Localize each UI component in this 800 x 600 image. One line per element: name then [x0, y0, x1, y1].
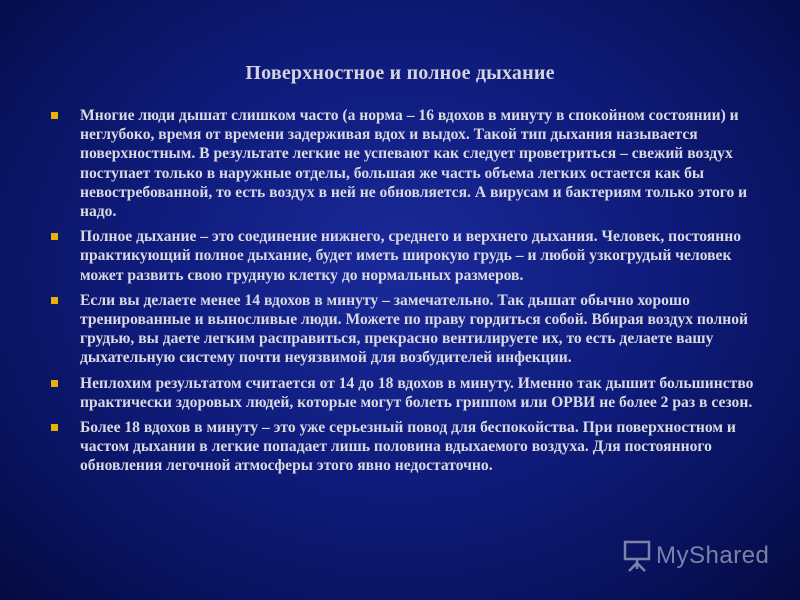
bullet-list	[48, 106, 770, 482]
watermark-logo[interactable]	[622, 536, 769, 576]
bullet-text: Если вы делаете менее 14 вдохов в минуту – замечательно. Так дышат обычно хорошо тренированные и выносливые люди. Можете по праву гордиться собой. Вбирая воздух полной грудью, вы даете легким расправиться, прекрасно вентилируете их, то есть делаете вашу дыхательную систему почти неуязвимой для возбудителей инфекции.	[80, 291, 749, 367]
square-bullet-icon	[51, 297, 58, 304]
list-item	[48, 418, 770, 476]
square-bullet-icon	[51, 380, 58, 387]
square-bullet-icon	[51, 424, 58, 431]
bullet-text: Многие люди дышат слишком часто (а норма – 16 вдохов в минуту в спокойном состоянии) и неглубоко, время от времени задерживая вдох и выдох. Такой тип дыхания называется поверхностным. В результате легкие не успевают как следует проветриться – свежий воздух поступает только в наружные отделы, большая же часть объема легких остается как бы невостребованной, то есть воздух в ней не обновляется. А вирусам и бактериям только этого и надо.	[80, 107, 748, 221]
bullet-text: Полное дыхание – это соединение нижнего, среднего и верхнего дыхания. Человек, постоянно практикующий полное дыхание, будет иметь широкую грудь – и любой узкогрудый человек может развить свою грудную клетку до нормальных размеров.	[80, 228, 742, 284]
list-item	[48, 374, 770, 412]
presentation-board-icon	[622, 539, 652, 573]
bullet-text: Более 18 вдохов в минуту – это уже серьезный повод для беспокойства. При поверхностном и частом дыхании в легкие попадает лишь половина вдыхаемого воздуха. Для постоянного обновления легочной атмосферы этого явно недостаточно.	[80, 419, 736, 475]
slide-title: Поверхностное и полное дыхание	[245, 62, 555, 84]
list-item	[48, 106, 770, 221]
square-bullet-icon	[51, 233, 58, 240]
bullet-text: Неплохим результатом считается от 14 до 18 вдохов в минуту. Именно так дышит большинство практически здоровых людей, которые могут болеть гриппом или ОРВИ не более 2 раз в сезон.	[80, 374, 754, 411]
square-bullet-icon	[51, 112, 58, 119]
list-item	[48, 227, 770, 285]
watermark-text: MyShared	[656, 542, 770, 569]
list-item	[48, 291, 770, 368]
